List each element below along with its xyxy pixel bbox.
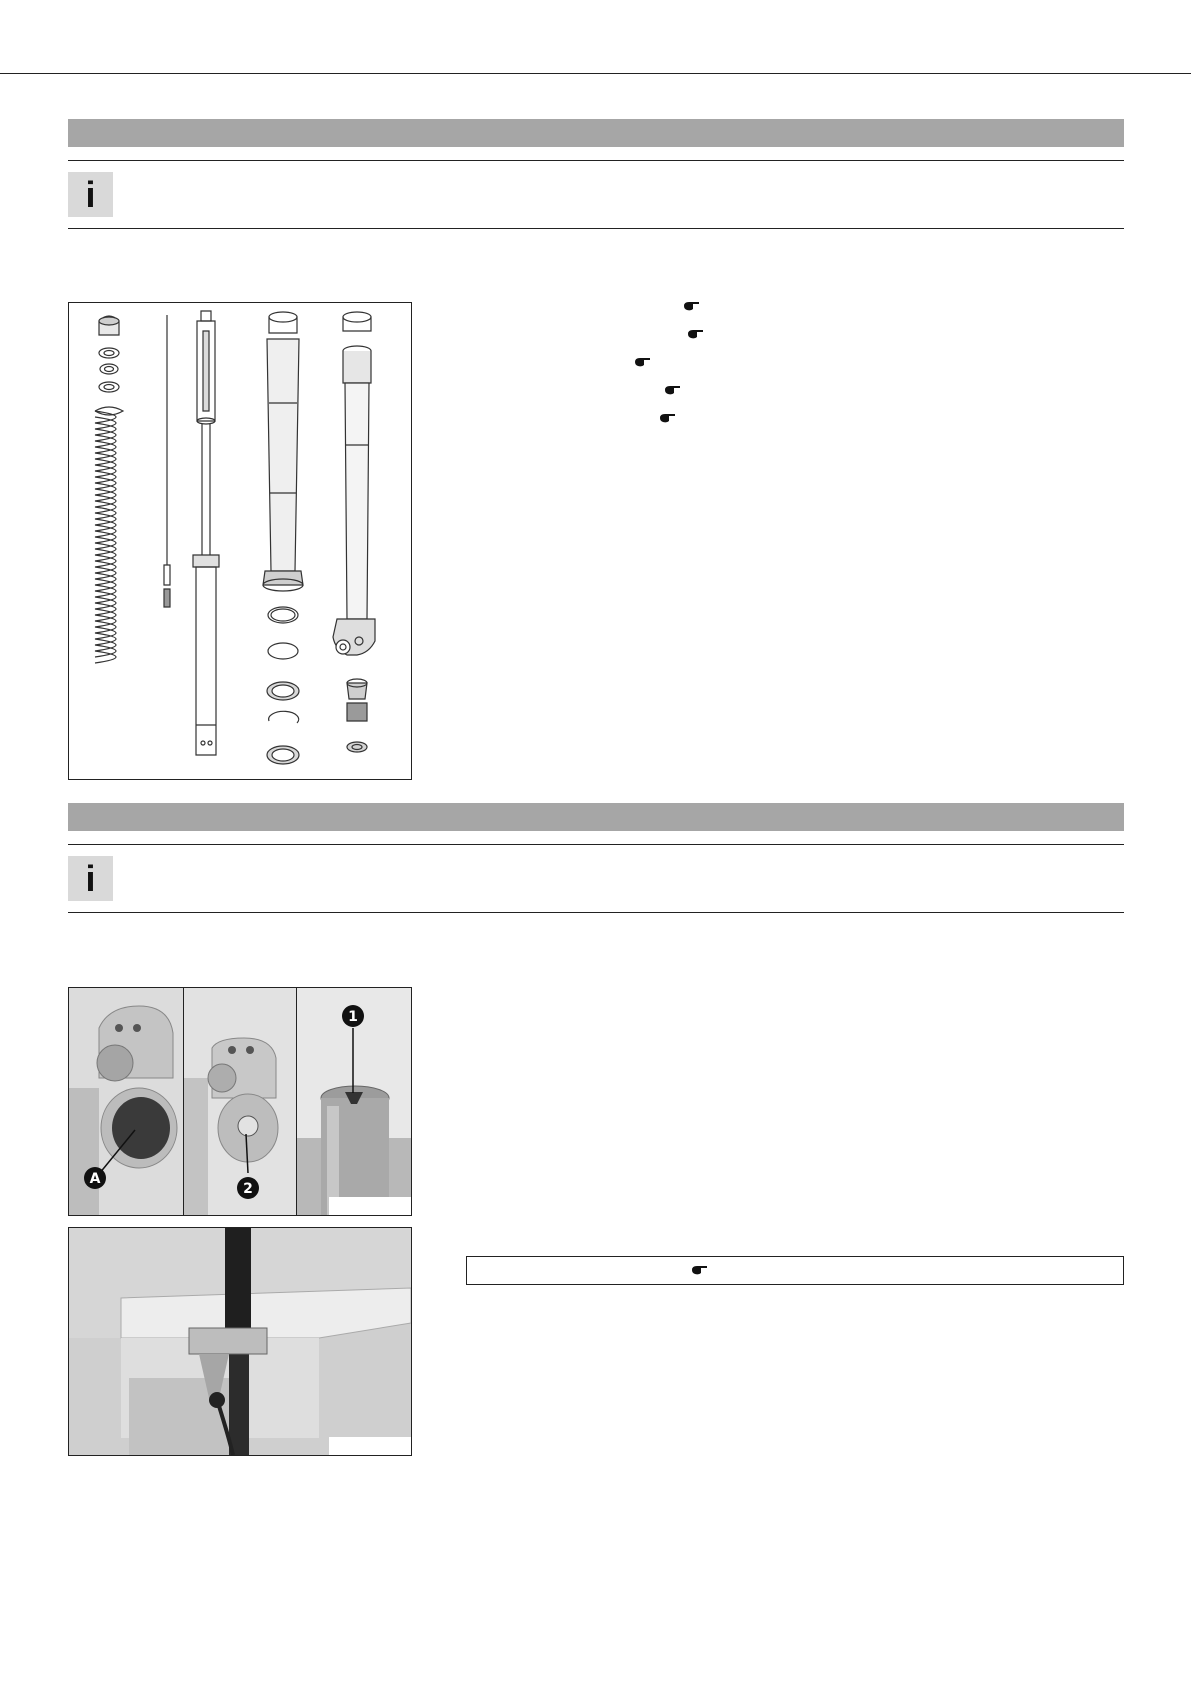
image-id-tab — [329, 1197, 411, 1215]
info-top-rule — [68, 160, 1124, 161]
page-header-rule — [0, 73, 1191, 74]
exploded-view-figure — [68, 302, 412, 780]
info-icon: i — [68, 172, 113, 217]
info-top-rule — [68, 844, 1124, 845]
reference-box — [466, 1256, 1124, 1285]
section-heading-bar — [68, 119, 1124, 147]
pointing-hand-icon — [683, 300, 701, 312]
pointing-hand-icon — [687, 328, 705, 340]
info-bottom-rule — [68, 912, 1124, 913]
photo-fork-in-clamp — [68, 1227, 412, 1456]
info-bottom-rule — [68, 228, 1124, 229]
pointing-hand-icon — [691, 1264, 709, 1276]
callout-2: 2 — [243, 1181, 253, 1197]
photo-axle-clamp-open — [69, 988, 183, 1215]
photo-fork-top-screw — [297, 988, 411, 1215]
callout-1: 1 — [348, 1009, 358, 1025]
info-icon: i — [68, 856, 113, 901]
photo-axle-clamp-screw — [184, 988, 296, 1215]
pointing-hand-icon — [634, 356, 652, 368]
photo-strip — [68, 987, 412, 1216]
image-id-tab — [329, 1437, 411, 1455]
section-heading-bar — [68, 803, 1124, 831]
fork-parts-drawing — [69, 303, 411, 779]
pointing-hand-icon — [664, 384, 682, 396]
pointing-hand-icon — [659, 412, 677, 424]
callout-A: A — [89, 1171, 101, 1187]
